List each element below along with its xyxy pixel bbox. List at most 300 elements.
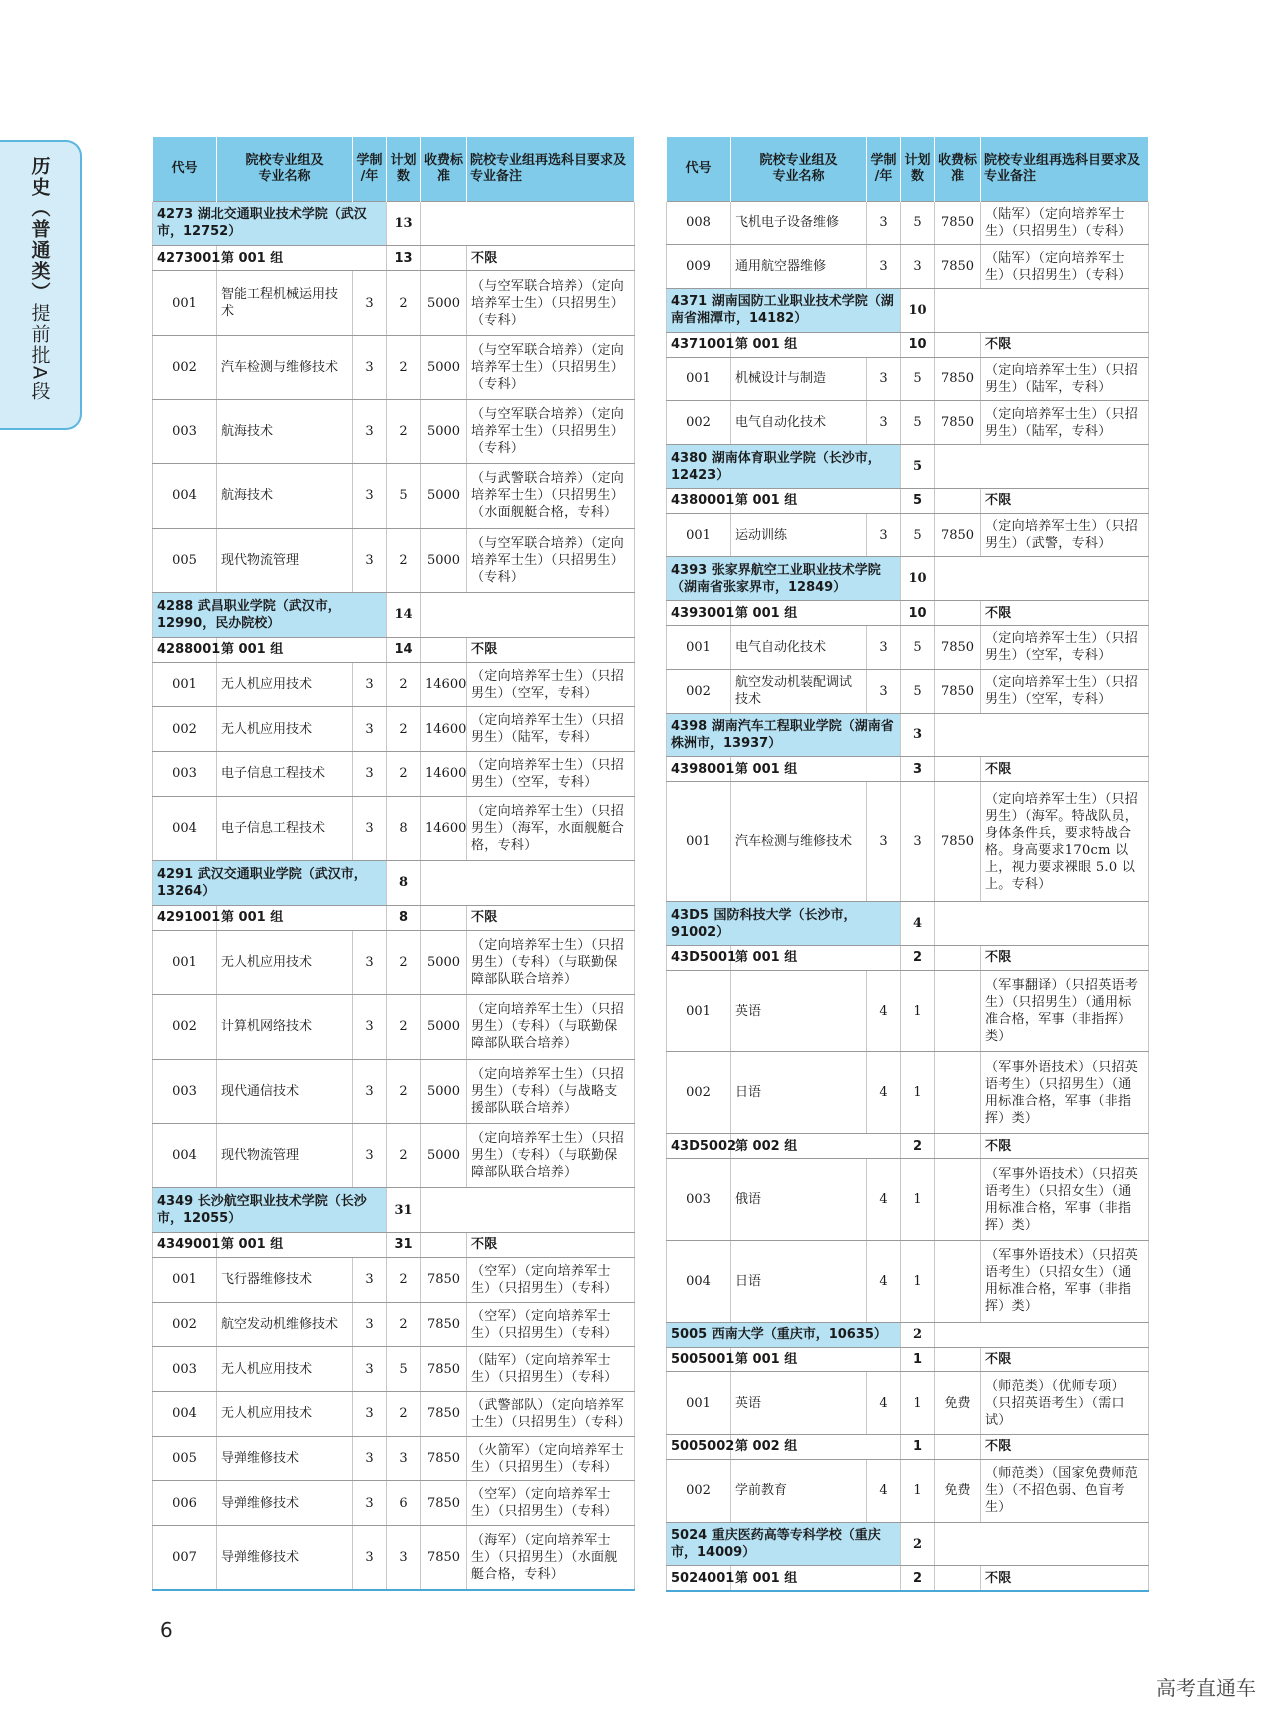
major-note: （军事翻译）（只招英语考生）（只招男生）（通用标准合格，军事（非指挥）类） xyxy=(981,970,1149,1052)
school-row xyxy=(153,592,635,637)
school-plan-total: 14 xyxy=(387,592,421,637)
major-years: 3 xyxy=(867,201,901,245)
group-requirement: 不限 xyxy=(467,246,635,271)
school-empty-cell xyxy=(935,557,1149,601)
major-name: 运动训练 xyxy=(731,513,867,557)
group-requirement: 不限 xyxy=(467,905,635,930)
school-row xyxy=(667,289,1149,333)
group-empty-cell xyxy=(935,1134,981,1159)
major-note: （火箭军）（定向培养军士生）（只招男生）（专科） xyxy=(467,1436,635,1481)
major-plan: 2 xyxy=(387,1392,421,1437)
major-name: 英语 xyxy=(731,970,867,1052)
major-fee: 5000 xyxy=(421,528,467,592)
major-plan: 5 xyxy=(387,1347,421,1392)
group-requirement: 不限 xyxy=(467,637,635,662)
school-name: 4371 湖南国防工业职业技术学院（湖南省湘潭市，14182） xyxy=(667,289,901,333)
major-plan: 2 xyxy=(387,1258,421,1303)
group-row xyxy=(667,1435,1149,1460)
major-row xyxy=(153,271,635,335)
school-row xyxy=(667,713,1149,757)
section-side-tab xyxy=(0,140,82,430)
school-name: 4291 武汉交通职业学院（武汉市，13264） xyxy=(153,861,387,906)
group-empty-cell xyxy=(421,637,467,662)
group-row xyxy=(667,1566,1149,1591)
school-name: 4273 湖北交通职业技术学院（武汉市，12752） xyxy=(153,201,387,246)
group-code: 4393001 xyxy=(667,601,731,626)
major-row xyxy=(153,1258,635,1303)
major-row xyxy=(153,1436,635,1481)
group-requirement: 不限 xyxy=(981,1566,1149,1591)
major-code: 007 xyxy=(153,1526,217,1591)
major-note: （师范类）（优师专项）（只招英语考生）（需口试） xyxy=(981,1372,1149,1435)
major-plan: 2 xyxy=(387,995,421,1059)
group-plan: 1 xyxy=(901,1347,935,1372)
major-years: 3 xyxy=(353,1258,387,1303)
watermark-text: 高考直通车 xyxy=(1156,1676,1256,1700)
major-note: （空军）（定向培养军士生）（只招男生）（专科） xyxy=(467,1481,635,1526)
major-fee xyxy=(935,1052,981,1134)
major-name: 飞机电子设备维修 xyxy=(731,201,867,245)
major-name: 汽车检测与维修技术 xyxy=(217,335,353,399)
major-fee: 7850 xyxy=(935,201,981,245)
major-row xyxy=(153,1526,635,1591)
major-plan: 2 xyxy=(387,399,421,463)
major-row xyxy=(153,1392,635,1437)
major-note: （定向培养军士生）（只招男生）（海军，水面舰艇合格，专科） xyxy=(467,796,635,860)
major-note: （师范类）（国家免费师范生）（不招色弱、色盲考生） xyxy=(981,1459,1149,1522)
major-row xyxy=(667,1159,1149,1241)
major-note: （军事外语技术）（只招英语考生）（只招女生）（通用标准合格，军事（非指挥）类） xyxy=(981,1240,1149,1322)
section-batch: 提前批A段 xyxy=(28,303,51,402)
major-code: 008 xyxy=(667,201,731,245)
major-note: （陆军）（定向培养军士生）（只招男生）（专科） xyxy=(467,1347,635,1392)
major-name: 无人机应用技术 xyxy=(217,662,353,707)
major-row xyxy=(667,970,1149,1052)
major-code: 001 xyxy=(153,662,217,707)
major-note: （空军）（定向培养军士生）（只招男生）（专科） xyxy=(467,1258,635,1303)
major-row xyxy=(667,625,1149,669)
school-plan-total: 2 xyxy=(901,1322,935,1347)
major-code: 002 xyxy=(667,669,731,713)
group-name: 第 001 组 xyxy=(731,945,901,970)
major-fee: 7850 xyxy=(421,1436,467,1481)
group-name: 第 001 组 xyxy=(217,1232,387,1257)
major-code: 005 xyxy=(153,528,217,592)
major-fee: 5000 xyxy=(421,995,467,1059)
major-plan: 2 xyxy=(387,1059,421,1123)
major-note: （陆军）（定向培养军士生）（只招男生）（专科） xyxy=(981,201,1149,245)
school-row xyxy=(153,861,635,906)
major-note: （与空军联合培养）（定向培养军士生）（只招男生）（专科） xyxy=(467,335,635,399)
major-fee xyxy=(935,1159,981,1241)
major-years: 3 xyxy=(353,335,387,399)
group-code: 4398001 xyxy=(667,757,731,782)
major-plan: 2 xyxy=(387,707,421,752)
major-row xyxy=(153,528,635,592)
major-row xyxy=(153,399,635,463)
group-plan: 31 xyxy=(387,1232,421,1257)
major-note: （定向培养军士生）（只招男生）（陆军，专科） xyxy=(467,707,635,752)
school-plan-total: 4 xyxy=(901,902,935,946)
header-code: 代号 xyxy=(153,137,217,201)
group-row xyxy=(667,332,1149,357)
major-note: （空军）（定向培养军士生）（只招男生）（专科） xyxy=(467,1302,635,1347)
school-row xyxy=(667,1322,1149,1347)
school-empty-cell xyxy=(421,861,635,906)
major-name: 电气自动化技术 xyxy=(731,625,867,669)
group-name: 第 002 组 xyxy=(731,1134,901,1159)
major-name: 无人机应用技术 xyxy=(217,930,353,994)
header-note: 院校专业组再选科目要求及专业备注 xyxy=(981,137,1149,201)
header-plan: 计划数 xyxy=(387,137,421,201)
major-note: （海军）（定向培养军士生）（只招男生）（水面舰艇合格，专科） xyxy=(467,1526,635,1591)
group-plan: 3 xyxy=(901,757,935,782)
group-empty-cell xyxy=(935,757,981,782)
school-name: 5005 西南大学（重庆市，10635） xyxy=(667,1322,901,1347)
school-empty-cell xyxy=(935,445,1149,489)
major-name: 航海技术 xyxy=(217,464,353,528)
major-years: 3 xyxy=(353,1436,387,1481)
major-plan: 2 xyxy=(387,930,421,994)
major-years: 4 xyxy=(867,1372,901,1435)
group-empty-cell xyxy=(935,488,981,513)
major-fee: 5000 xyxy=(421,399,467,463)
school-plan-total: 2 xyxy=(901,1522,935,1566)
group-empty-cell xyxy=(421,1232,467,1257)
major-years: 3 xyxy=(353,796,387,860)
major-plan: 3 xyxy=(901,245,935,289)
major-note: （定向培养军士生）（只招男生）（专科）（与联勤保障部队联合培养） xyxy=(467,930,635,994)
major-code: 003 xyxy=(153,399,217,463)
major-code: 002 xyxy=(153,707,217,752)
group-name: 第 001 组 xyxy=(731,1566,901,1591)
major-row xyxy=(667,669,1149,713)
major-plan: 3 xyxy=(387,1526,421,1591)
major-plan: 2 xyxy=(387,662,421,707)
header-fee: 收费标准 xyxy=(935,137,981,201)
school-name: 4349 长沙航空职业技术学院（长沙市，12055） xyxy=(153,1188,387,1233)
group-requirement: 不限 xyxy=(467,1232,635,1257)
major-note: （与空军联合培养）（定向培养军士生）（只招男生）（专科） xyxy=(467,271,635,335)
group-requirement: 不限 xyxy=(981,1435,1149,1460)
school-row xyxy=(153,201,635,246)
group-name: 第 001 组 xyxy=(217,637,387,662)
major-code: 002 xyxy=(153,335,217,399)
major-name: 现代物流管理 xyxy=(217,528,353,592)
major-row xyxy=(153,1123,635,1187)
major-years: 4 xyxy=(867,1159,901,1241)
major-fee: 7850 xyxy=(935,357,981,401)
major-note: （定向培养军士生）（只招男生）（专科）（与战略支援部队联合培养） xyxy=(467,1059,635,1123)
major-code: 002 xyxy=(153,995,217,1059)
group-plan: 1 xyxy=(901,1435,935,1460)
group-code: 4349001 xyxy=(153,1232,217,1257)
major-row xyxy=(667,1240,1149,1322)
major-years: 3 xyxy=(353,662,387,707)
school-empty-cell xyxy=(935,1522,1149,1566)
major-row xyxy=(153,995,635,1059)
group-row xyxy=(667,488,1149,513)
major-name: 电子信息工程技术 xyxy=(217,752,353,797)
major-fee: 5000 xyxy=(421,271,467,335)
major-plan: 3 xyxy=(387,1436,421,1481)
group-name: 第 001 组 xyxy=(731,1347,901,1372)
major-years: 3 xyxy=(867,669,901,713)
major-years: 3 xyxy=(353,271,387,335)
major-fee: 7850 xyxy=(421,1481,467,1526)
group-plan: 14 xyxy=(387,637,421,662)
group-plan: 2 xyxy=(901,945,935,970)
school-name: 5024 重庆医药高等专科学校（重庆市，14009） xyxy=(667,1522,901,1566)
major-fee: 5000 xyxy=(421,1059,467,1123)
table-header-row xyxy=(667,137,1149,201)
major-years: 3 xyxy=(353,1526,387,1591)
group-empty-cell xyxy=(935,1435,981,1460)
major-code: 001 xyxy=(667,357,731,401)
major-row xyxy=(667,513,1149,557)
major-fee: 7850 xyxy=(421,1347,467,1392)
major-code: 001 xyxy=(667,970,731,1052)
section-category: 历史（普通类） xyxy=(28,156,51,303)
school-plan-total: 5 xyxy=(901,445,935,489)
major-code: 001 xyxy=(667,513,731,557)
school-empty-cell xyxy=(421,201,635,246)
major-plan: 1 xyxy=(901,1459,935,1522)
group-requirement: 不限 xyxy=(981,332,1149,357)
major-name: 航空发动机装配调试技术 xyxy=(731,669,867,713)
major-fee: 7850 xyxy=(935,513,981,557)
major-row xyxy=(153,1059,635,1123)
major-row xyxy=(153,464,635,528)
major-plan: 2 xyxy=(387,528,421,592)
header-name: 院校专业组及 专业名称 xyxy=(217,137,353,201)
major-years: 3 xyxy=(353,1347,387,1392)
header-code: 代号 xyxy=(667,137,731,201)
major-years: 3 xyxy=(353,1481,387,1526)
major-note: （定向培养军士生）（只招男生）（专科）（与联勤保障部队联合培养） xyxy=(467,1123,635,1187)
school-row xyxy=(153,1188,635,1233)
school-plan-total: 10 xyxy=(901,557,935,601)
major-note: （定向培养军士生）（只招男生）（空军，专科） xyxy=(981,669,1149,713)
major-code: 009 xyxy=(667,245,731,289)
major-note: （定向培养军士生）（只招男生）（陆军，专科） xyxy=(981,401,1149,445)
major-code: 002 xyxy=(153,1302,217,1347)
major-fee: 14600 xyxy=(421,796,467,860)
group-row xyxy=(667,1134,1149,1159)
major-code: 003 xyxy=(667,1159,731,1241)
major-note: （与武警联合培养）（定向培养军士生）（只招男生）（水面舰艇合格，专科） xyxy=(467,464,635,528)
group-row xyxy=(153,637,635,662)
group-requirement: 不限 xyxy=(981,757,1149,782)
school-row xyxy=(667,557,1149,601)
school-row xyxy=(667,445,1149,489)
header-years: 学制 /年 xyxy=(867,137,901,201)
major-code: 002 xyxy=(667,1459,731,1522)
group-empty-cell xyxy=(935,945,981,970)
major-row xyxy=(667,401,1149,445)
major-note: （定向培养军士生）（只招男生）（空军，专科） xyxy=(467,662,635,707)
major-fee: 5000 xyxy=(421,1123,467,1187)
major-name: 汽车检测与维修技术 xyxy=(731,782,867,902)
school-empty-cell xyxy=(935,289,1149,333)
major-years: 3 xyxy=(867,782,901,902)
major-note: （定向培养军士生）（只招男生）（武警，专科） xyxy=(981,513,1149,557)
group-code: 4380001 xyxy=(667,488,731,513)
group-name: 第 001 组 xyxy=(731,488,901,513)
group-requirement: 不限 xyxy=(981,945,1149,970)
major-plan: 2 xyxy=(387,271,421,335)
major-code: 004 xyxy=(153,1392,217,1437)
major-plan: 5 xyxy=(901,625,935,669)
header-fee: 收费标准 xyxy=(421,137,467,201)
major-name: 现代通信技术 xyxy=(217,1059,353,1123)
major-plan: 5 xyxy=(901,357,935,401)
major-code: 004 xyxy=(153,464,217,528)
major-code: 004 xyxy=(153,796,217,860)
major-fee: 5000 xyxy=(421,464,467,528)
major-fee: 14600 xyxy=(421,707,467,752)
major-code: 001 xyxy=(667,782,731,902)
major-note: （与空军联合培养）（定向培养军士生）（只招男生）（专科） xyxy=(467,399,635,463)
group-plan: 5 xyxy=(901,488,935,513)
major-code: 001 xyxy=(153,1258,217,1303)
group-code: 4291001 xyxy=(153,905,217,930)
school-empty-cell xyxy=(935,713,1149,757)
group-row xyxy=(153,1232,635,1257)
major-row xyxy=(153,1347,635,1392)
major-plan: 1 xyxy=(901,1240,935,1322)
school-plan-total: 13 xyxy=(387,201,421,246)
group-name: 第 001 组 xyxy=(217,246,387,271)
major-fee: 7850 xyxy=(935,782,981,902)
major-code: 001 xyxy=(153,271,217,335)
group-empty-cell xyxy=(421,246,467,271)
group-plan: 8 xyxy=(387,905,421,930)
group-row xyxy=(667,757,1149,782)
major-plan: 5 xyxy=(387,464,421,528)
group-requirement: 不限 xyxy=(981,488,1149,513)
major-years: 3 xyxy=(867,357,901,401)
major-years: 3 xyxy=(353,707,387,752)
header-years: 学制 /年 xyxy=(353,137,387,201)
major-row xyxy=(153,796,635,860)
major-row xyxy=(667,357,1149,401)
group-code: 4288001 xyxy=(153,637,217,662)
major-name: 航海技术 xyxy=(217,399,353,463)
school-empty-cell xyxy=(421,1188,635,1233)
major-row xyxy=(667,782,1149,902)
group-name: 第 001 组 xyxy=(217,905,387,930)
major-plan: 1 xyxy=(901,1372,935,1435)
major-fee: 免费 xyxy=(935,1459,981,1522)
school-name: 43D5 国防科技大学（长沙市，91002） xyxy=(667,902,901,946)
major-code: 001 xyxy=(153,930,217,994)
group-code: 4371001 xyxy=(667,332,731,357)
school-empty-cell xyxy=(421,592,635,637)
major-name: 学前教育 xyxy=(731,1459,867,1522)
major-name: 无人机应用技术 xyxy=(217,1347,353,1392)
major-plan: 2 xyxy=(387,1123,421,1187)
major-note: （陆军）（定向培养军士生）（只招男生）（专科） xyxy=(981,245,1149,289)
group-name: 第 001 组 xyxy=(731,601,901,626)
major-row xyxy=(153,930,635,994)
major-name: 机械设计与制造 xyxy=(731,357,867,401)
group-empty-cell xyxy=(421,905,467,930)
major-note: （军事外语技术）（只招英语考生）（只招男生）（通用标准合格，军事（非指挥）类） xyxy=(981,1052,1149,1134)
group-name: 第 002 组 xyxy=(731,1435,901,1460)
major-fee: 14600 xyxy=(421,752,467,797)
major-fee: 7850 xyxy=(935,669,981,713)
major-row xyxy=(667,1372,1149,1435)
major-fee: 7850 xyxy=(935,245,981,289)
major-row xyxy=(153,1481,635,1526)
major-years: 3 xyxy=(353,930,387,994)
major-note: （武警部队）（定向培养军士生）（只招男生）（专科） xyxy=(467,1392,635,1437)
major-note: （定向培养军士生）（只招男生）（空军，专科） xyxy=(467,752,635,797)
school-name: 4288 武昌职业学院（武汉市，12990，民办院校） xyxy=(153,592,387,637)
major-years: 3 xyxy=(353,1392,387,1437)
major-years: 4 xyxy=(867,1459,901,1522)
major-years: 3 xyxy=(867,513,901,557)
major-years: 4 xyxy=(867,1052,901,1134)
major-name: 无人机应用技术 xyxy=(217,707,353,752)
major-name: 计算机网络技术 xyxy=(217,995,353,1059)
major-years: 4 xyxy=(867,1240,901,1322)
group-requirement: 不限 xyxy=(981,1134,1149,1159)
major-code: 003 xyxy=(153,752,217,797)
school-plan-total: 8 xyxy=(387,861,421,906)
group-requirement: 不限 xyxy=(981,601,1149,626)
major-plan: 5 xyxy=(901,669,935,713)
group-name: 第 001 组 xyxy=(731,332,901,357)
group-code: 5024001 xyxy=(667,1566,731,1591)
group-code: 5005001 xyxy=(667,1347,731,1372)
major-fee xyxy=(935,970,981,1052)
major-plan: 1 xyxy=(901,970,935,1052)
major-years: 3 xyxy=(353,1302,387,1347)
group-plan: 2 xyxy=(901,1134,935,1159)
major-plan: 1 xyxy=(901,1159,935,1241)
major-fee: 7850 xyxy=(935,401,981,445)
group-empty-cell xyxy=(935,1566,981,1591)
major-years: 3 xyxy=(353,1059,387,1123)
major-note: （与空军联合培养）（定向培养军士生）（只招男生）（专科） xyxy=(467,528,635,592)
group-code: 5005002 xyxy=(667,1435,731,1460)
header-note: 院校专业组再选科目要求及专业备注 xyxy=(467,137,635,201)
school-row xyxy=(667,1522,1149,1566)
major-code: 001 xyxy=(667,625,731,669)
group-code: 43D5002 xyxy=(667,1134,731,1159)
header-plan: 计划数 xyxy=(901,137,935,201)
group-requirement: 不限 xyxy=(981,1347,1149,1372)
major-row xyxy=(153,752,635,797)
page-number: 6 xyxy=(160,1618,173,1642)
major-fee: 5000 xyxy=(421,930,467,994)
major-name: 导弹维修技术 xyxy=(217,1481,353,1526)
major-plan: 5 xyxy=(901,513,935,557)
major-years: 3 xyxy=(353,1123,387,1187)
group-plan: 10 xyxy=(901,601,935,626)
group-name: 第 001 组 xyxy=(731,757,901,782)
major-row xyxy=(153,662,635,707)
group-plan: 2 xyxy=(901,1566,935,1591)
header-name: 院校专业组及 专业名称 xyxy=(731,137,867,201)
major-note: （定向培养军士生）（只招男生）（海军。特战队员，身体条件兵，要求特战合格。身高要求170cm 以上，视力要求裸眼 5.0 以上。专科） xyxy=(981,782,1149,902)
plan-table-right xyxy=(666,137,1149,1592)
major-code: 003 xyxy=(153,1059,217,1123)
major-fee: 5000 xyxy=(421,335,467,399)
group-row xyxy=(667,945,1149,970)
